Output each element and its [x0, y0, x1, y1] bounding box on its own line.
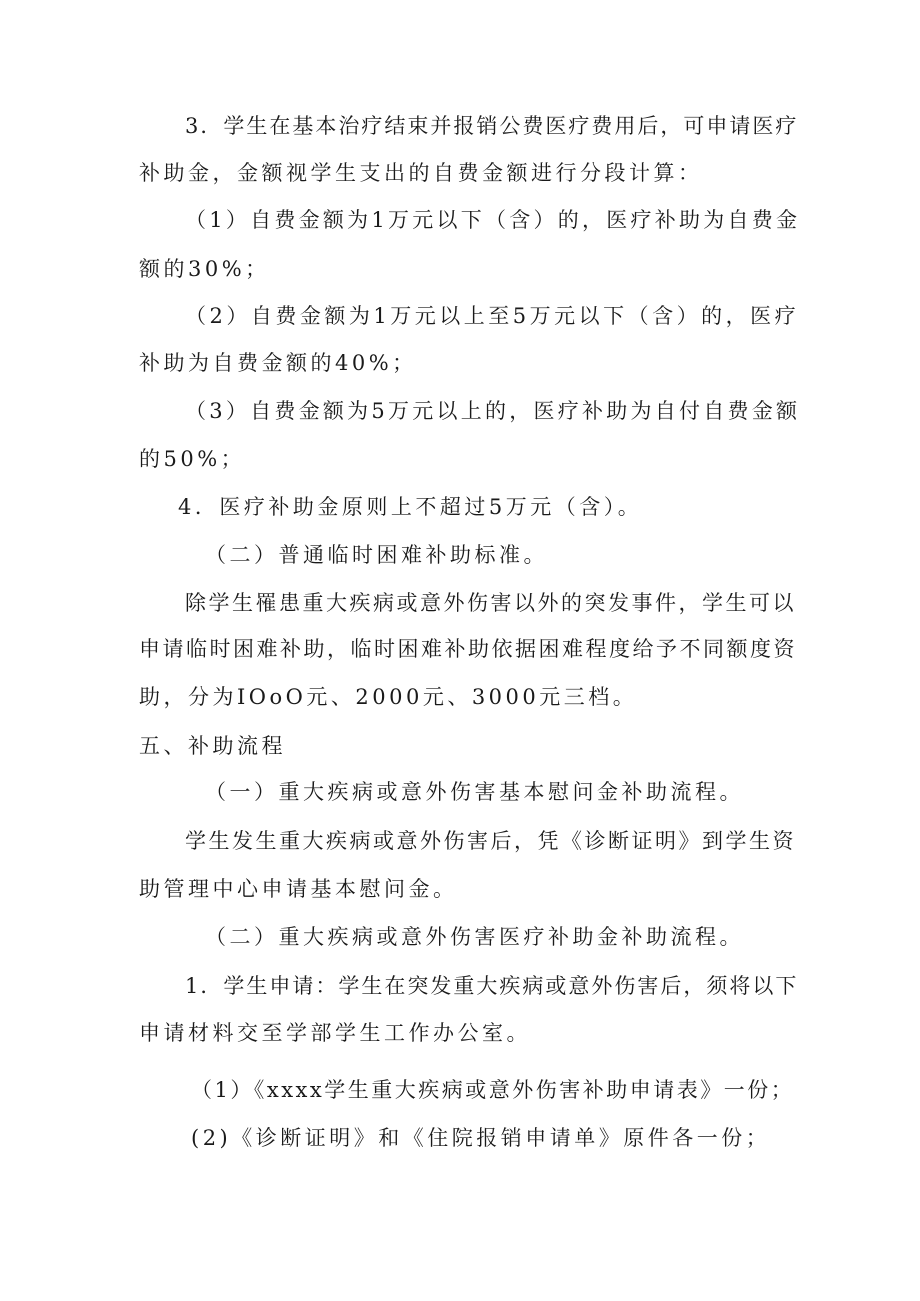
paragraph-line: （3）自费金额为5万元以上的，医疗补助为自付自费金额 [185, 399, 801, 423]
chapter-heading: 五、补助流程 [139, 734, 286, 758]
section-heading: （一）重大疾病或意外伤害基本慰问金补助流程。 [205, 780, 744, 804]
paragraph-line: 助，分为IOoO元、2000元、3000元三档。 [139, 685, 638, 709]
paragraph-line: 申请材料交至学部学生工作办公室。 [139, 1021, 531, 1045]
paragraph-line: 4．医疗补助金原则上不超过5万元（含）。 [178, 495, 643, 519]
section-heading: （二）重大疾病或意外伤害医疗补助金补助流程。 [205, 925, 744, 949]
paragraph-line: 3．学生在基本治疗结束并报销公费医疗费用后，可申请医疗 [185, 114, 799, 138]
paragraph-line: 的50%； [139, 447, 246, 471]
paragraph-line: 学生发生重大疾病或意外伤害后，凭《诊断证明》到学生资 [185, 829, 796, 853]
paragraph-line: 1．学生申请：学生在突发重大疾病或意外伤害后，须将以下 [185, 974, 799, 998]
paragraph-line: 补助为自费金额的40%； [139, 351, 417, 375]
list-item: (2)《诊断证明》和《住院报销申请单》原件各一份； [191, 1126, 771, 1150]
paragraph-line: （2）自费金额为1万元以上至5万元以下（含）的，医疗 [185, 304, 800, 328]
paragraph-line: （1）自费金额为1万元以下（含）的，医疗补助为自费金 [185, 208, 801, 232]
section-heading: （二）普通临时困难补助标准。 [205, 543, 548, 567]
paragraph-line: 除学生罹患重大疾病或意外伤害以外的突发事件，学生可以 [185, 591, 796, 615]
list-item: （1）《xxxx学生重大疾病或意外伤害补助申请表》一份； [191, 1078, 795, 1102]
paragraph-line: 申请临时困难补助，临时困难补助依据困难程度给予不同额度资 [139, 637, 797, 661]
paragraph-line: 助管理中心申请基本慰问金。 [139, 877, 458, 901]
paragraph-line: 补助金，金额视学生支出的自费金额进行分段计算： [139, 161, 703, 185]
paragraph-line: 额的30%； [139, 257, 270, 281]
